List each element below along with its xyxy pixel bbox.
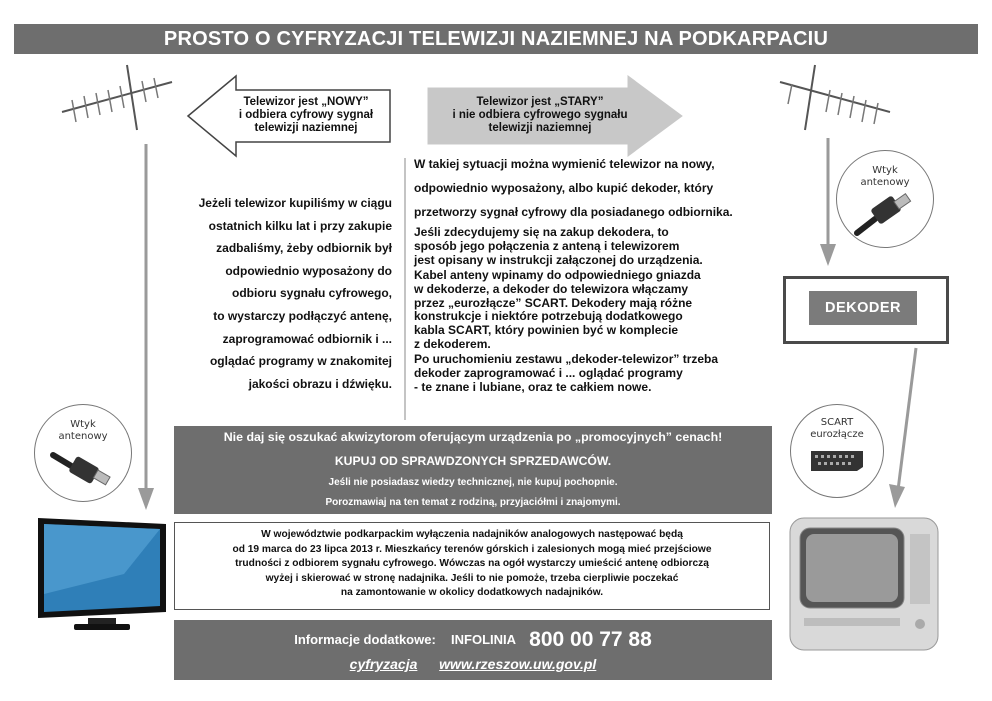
antenna-icon-right — [770, 60, 900, 135]
scart-icon — [809, 449, 865, 473]
flat-tv-icon — [34, 514, 170, 634]
warning-line: Porozmawiaj na ten temat z rodziną, przyjaciółmi i znajomymi. — [325, 497, 621, 508]
scart-circle: SCART eurozłącze — [790, 404, 884, 498]
arrow-dekoder-tv — [886, 348, 926, 510]
arrow-old-label: Telewizor jest „STARY” i nie odbiera cyfrowego sygnału telewizji naziemnej — [452, 96, 628, 134]
info-label: Informacje dodatkowe: — [294, 632, 436, 647]
paragraph: Jeśli zdecydujemy się na zakup dekodera, to sposób jego połączenia z anteną i telewizorem jest opisany w instrukcji załączonej do urządzenia. — [414, 225, 703, 267]
warning-box — [174, 426, 772, 514]
plug-antenna-left: Wtyk antenowy — [34, 404, 132, 502]
dekoder-label: DEKODER — [809, 291, 917, 325]
arrow-new-label: Telewizor jest „NOWY” i odbiera cyfrowy sygnał telewizji naziemnej — [238, 96, 374, 134]
crt-tv-icon — [784, 514, 944, 654]
warning-line: Nie daj się oszukać akwizytorom oferującym urządzenia po „promocyjnych” cenach! — [223, 430, 723, 444]
arrow-down-right — [818, 138, 838, 268]
notice-box: W województwie podkarpackim wyłączenia nadajników analogowych następować będą od 19 marca do 23 lipca 2013 r. Mieszkańcy terenów górskich i zalesionych mogą mieć przejściowe trudności z odbiorem sygnału cyfrowego. Wówczas na ogół wystarczy umieścić antenę odbiorczą wyżej i skierować w stronę nadajnika. Jeśli to nie pomoże, trzeba cierpliwie poczekać na zamontowanie w okolicy dodatkowych nadajników. — [174, 522, 770, 610]
new-tv-description: Jeżeli telewizor kupiliśmy w ciągu ostatnich kilku lat i przy zakupie zadbaliśmy, żeby odbiornik był odpowiednio wyposażony do odbioru sygnału cyfrowego, to wystarczy podłączyć antenę, zaprogramować odbiornik i ... oglądać programy w znakomitej jakości obrazu i dźwięku. — [198, 196, 392, 391]
center-divider — [404, 158, 406, 420]
phone-number[interactable]: 800 00 77 88 — [529, 628, 652, 651]
website-link[interactable]: www.rzeszow.uw.gov.pl — [439, 656, 597, 672]
warning-headline: KUPUJ OD SPRAWDZONYCH SPRZEDAWCÓW. — [334, 454, 612, 468]
page-title: PROSTO O CYFRYZACJI TELEWIZJI NAZIEMNEJ NA PODKARPACIU — [14, 24, 978, 54]
paragraph: Po uruchomieniu zestawu „dekoder-telewizor” trzeba dekoder zaprogramować i ... oglądać programy - te znane i lubiane, oraz te całkiem nowe. — [414, 352, 719, 394]
warning-line: Jeśli nie posiadasz wiedzy technicznej, nie kupuj pochopnie. — [328, 477, 618, 488]
plug-icon — [855, 191, 917, 237]
old-tv-instructions — [414, 226, 774, 395]
infolinia-label: INFOLINIA — [451, 632, 516, 647]
arrow-down-left — [136, 144, 156, 512]
info-box — [174, 620, 772, 680]
antenna-icon-left — [52, 60, 182, 135]
dekoder-box — [783, 276, 949, 344]
old-tv-intro: W takiej sytuacji można wymienić telewizor na nowy, odpowiednio wyposażony, albo kupić dekoder, który przetworzy sygnał cyfrowy dla posiadanego odbiornika. — [414, 157, 733, 219]
paragraph: Kabel anteny wpinamy do odpowiedniego gniazda w dekoderze, a dekoder do telewizora włączamy przez „eurozłącze” SCART. Dekodery mają różne konstrukcje i niektóre potrzebują dodatkowego kabla SCART, który powinien być w komplecie z dekoderem. — [414, 267, 701, 352]
cyfryzacja-link[interactable]: cyfryzacja — [349, 656, 418, 672]
plug-antenna-right: Wtyk antenowy — [836, 150, 934, 248]
plug-icon — [51, 445, 115, 491]
